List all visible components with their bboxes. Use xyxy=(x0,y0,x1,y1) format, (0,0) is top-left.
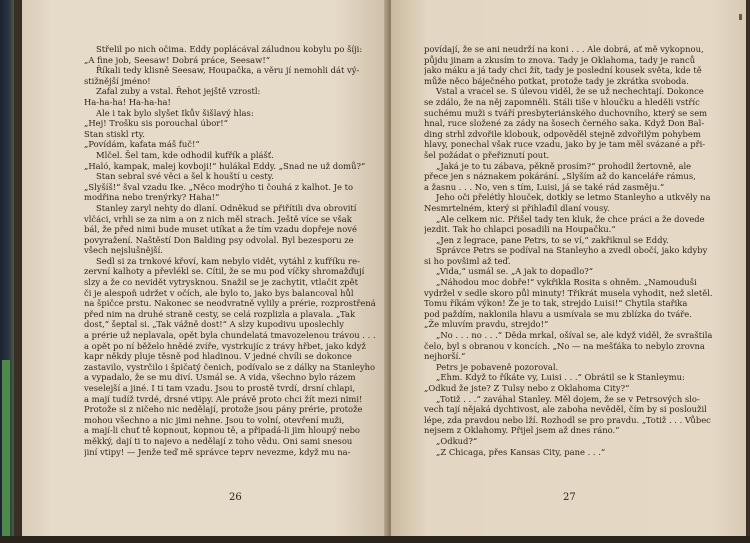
text-line: půjdu jinam a zkusím to znova. Tady je Oklahoma, tady je ranců xyxy=(424,54,696,65)
text-line: modřina nebo trenýrky? Haha!“ xyxy=(84,192,220,203)
text-line: jako máku a já tady chci žít, tady je poslední kousek světa, kde tě xyxy=(424,65,702,76)
left-page-text xyxy=(84,44,378,457)
text-line: vydržel v sedle skoro půl minuty! Třikrát musela vyhodit, než sletěl. xyxy=(424,287,713,298)
text-line: „Jaká je to tu zábava, pěkně prosím?“ prohodil žertovně, ale xyxy=(436,160,692,171)
text-line: vech tají nějaká dychtivost, ale zaboha nevěděl, čím by si posloužil xyxy=(424,404,707,415)
text-line: „Ale celkem nic. Přišel tady ten kluk, že chce práci a že dovede xyxy=(436,213,705,224)
text-line: „A fine job, Seesaw! Dobrá práce, Seesaw!“ xyxy=(84,54,270,65)
text-line: hlavy, ponechal však ruce vzadu, jako by je tam měl svázané a při- xyxy=(424,139,706,150)
text-line: „Odkud?“ xyxy=(436,435,478,446)
page-corner-mark xyxy=(739,14,742,20)
text-line: se zdálo, že na něj zapomněli. Stáli tiše v hloučku a hleděli vstříc xyxy=(424,96,700,107)
text-line: vlčáci, vrhli se za nim a on z nich měl strach. Ještě více se však xyxy=(84,213,352,224)
text-line: všech nejslušnější. xyxy=(84,245,163,256)
text-line: „Náhodou moc dobře!“ vykřikla Rosita s ohněm. „Namouduši xyxy=(436,277,697,288)
text-line: lépe, zda pravdou nebo lží. Rozhodl se pro pravdu. „Totiž . . . Vůbec xyxy=(424,414,711,425)
text-line: a opět po ní běželo hnědé zvíře, vystrkujíc z trávy hřbet, jako když xyxy=(84,340,366,351)
text-line: zastavilo, vystrčilo i špičatý čenich, podívalo se z dálky na Stanleyho xyxy=(84,361,376,372)
text-line: Stan sebral své věci a šel k houští u cesty. xyxy=(96,171,274,182)
text-line: Stan stiskl rty. xyxy=(84,128,145,139)
text-line: ding strhl zdvořile klobouk, odpověděl stejně zdvořilým pohybem xyxy=(424,128,701,139)
text-line: Správce Petrs se podíval na Stanleyho a zvedl obočí, jako kdyby xyxy=(436,245,708,256)
text-line: a prérie už neplavala, opět byla chundelatá tmavozelenou trávou . . . xyxy=(84,330,376,341)
text-line: nejsem z Oklahomy. Přijel jsem až dnes ráno.“ xyxy=(424,425,620,436)
text-line: Protože si z ničeho nic nedělají, protože jsou pány prérie, protože xyxy=(84,404,363,415)
text-line: Ha-ha-ha! Ha-ha-ha! xyxy=(84,96,171,107)
text-line: čelo, byl s obranou v koncích. „No — na mešťáka to nebylo zrovna xyxy=(424,340,705,351)
text-line: Stanley zaryl nehty do dlaní. Odněkud se přiřítili dva obrovití xyxy=(96,202,357,213)
text-line: dost,“ šeptal si. „Tak vážně dost!“ A slzy kupodivu uposlechly xyxy=(84,319,344,330)
text-line: „Slyšíš!“ šval vzadu Ike. „Něco modrýho ti čouhá z kalhot. Je to xyxy=(84,181,354,192)
text-line: a mají-li chuť tě kopnout, kopnou tě, a připadá-li jim hloupý nebo xyxy=(84,425,360,436)
text-line: bál, že před nimi bude muset utíkat a že tím vzadu dopřeje nové xyxy=(84,224,357,235)
text-line: Sedl si za trnkové křoví, kam nebylo vidět, vytáhl z kufříku re- xyxy=(96,255,360,266)
text-line: Nesmrtelném, který si přihlađil dlaní vousy. xyxy=(424,202,610,213)
text-line: stižnější jméno! xyxy=(84,75,151,86)
text-line: „Odkud že jste? Z Tulsy nebo z Oklahoma City?“ xyxy=(424,383,630,393)
text-line: slzy a že co nevidět vytrysknou. Snažil se je zachytit, vtlačit zpět xyxy=(84,277,358,288)
text-line: „Totiž . . .“ zaváhal Stanley. Měl dojem, že se v Petrsových slo- xyxy=(436,393,700,404)
text-line: si ho povšiml až teď. xyxy=(424,255,511,266)
text-line: Vstal a vracel se. S úlevou viděl, že se už nechechtají. Dokonce xyxy=(436,86,704,97)
text-line: veselejší a jiné. I ti tam vzadu. Jsou to prostě tvrdí, drsní chlapi, xyxy=(84,383,356,393)
book-spread xyxy=(14,0,750,543)
right-page-number: 27 xyxy=(563,492,576,503)
text-line: a vypadalo, že se mu diví. Usmál se. A vida, všechno bylo rázem xyxy=(84,372,356,383)
right-page-text xyxy=(424,44,724,457)
text-line: „Jen z legrace, pane Petrs, to se ví,“ zakřiknul se Eddy. xyxy=(436,234,669,245)
text-line: „Že mluvím pravdu, strejdo!“ xyxy=(424,319,549,330)
text-line: jiní vtipy! — Jenže teď mě správce teprv nevezme, když mu na- xyxy=(84,446,351,457)
text-line: jezdit. Tak ho chlapci posadili na Houpačku.“ xyxy=(424,224,616,235)
text-line: a žasnu . . . No, ven s tím, Luisi, já se také rád zasměju.“ xyxy=(424,181,665,192)
book-edge xyxy=(0,0,14,543)
text-line: na špičce prstu. Nakonec se neodvratně vylily a prérie, rozprostřená xyxy=(84,298,376,309)
text-line: povyražení. Naštěstí Don Balding psy odvolal. Byl bezesporu ze xyxy=(84,234,354,245)
text-line: Říkali tedy klisně Seesaw, Houpačka, a věru jí nemohli dát vý- xyxy=(96,65,360,76)
text-line: „Povídám, kafata máš fuč!“ xyxy=(84,139,200,150)
left-page-number: 26 xyxy=(229,492,242,503)
text-line: pod paždím, naklonila hlavu a usmívala se mu zblízka do tváře. xyxy=(424,308,692,319)
text-line: před nim na druhé straně cesty, se celá rozplizla a plavala. „Tak xyxy=(84,308,356,319)
text-line: Tomu říkám výkon! Že je to tak, strejdo Luisi!“ Chytila stařika xyxy=(424,298,688,309)
book-cover-strip xyxy=(2,360,10,543)
text-line: „Haló, kampak, malej kovboji!“ hulákal Eddy. „Snad ne už domů?“ xyxy=(84,160,366,171)
text-line: suchému muži s tváří presbyteriánského duchovního, který se sem xyxy=(424,107,708,118)
text-line: nejhorší.“ xyxy=(424,351,466,362)
text-line: „Hej! Trošku sis porouchal úbor!“ xyxy=(84,118,228,129)
text-line: zervní kalhoty a převlékl se. Cítil, že se mu pod víčky shromažďují xyxy=(84,266,365,277)
text-line: „Ehm. Když to říkáte vy, Luisi . . .“ Obrátil se k Stanleymu: xyxy=(436,372,685,383)
right-page xyxy=(391,0,746,536)
text-line: může něco báječného potkat, protože tady je zkrátka svoboda. xyxy=(424,75,689,86)
left-page xyxy=(22,0,389,536)
text-line: měkký, dají ti to najevo a nedělají z toho vědu. Oni sami snesou xyxy=(84,435,353,446)
text-line: přece jen s náznakem pokárání. „Slyším až do kanceláře rámus, xyxy=(424,171,696,182)
text-line: povídají, že se ani neudrží na koni . . . Ale dobrá, ať mě vykopnou, xyxy=(424,44,704,54)
text-line: šel požádat o přeřiznutí pout. xyxy=(424,149,550,160)
text-line: Zafal zuby a vstal. Řehot jejště vzrostl: xyxy=(96,86,261,97)
text-line: Petrs je pobaveně pozoroval. xyxy=(436,361,559,372)
text-line: „Z Chicaga, přes Kansas City, pane . . .“ xyxy=(436,446,606,457)
text-line: Ale i tak bylo slyšet Ikův šišlavý hlas: xyxy=(96,107,254,118)
text-line: „Vida,“ usmál se. „A jak to dopadlo?“ xyxy=(436,266,594,277)
text-line: hnal, ruce složené za zády na šosech černého saka. Když Don Bal- xyxy=(424,118,705,129)
table-shadow xyxy=(0,536,750,543)
text-line: mohou všechno a nic jimi nehne. Jsou to volní, otevření muži, xyxy=(84,414,345,425)
text-line: Mlčel. Šel tam, kde odhodil kufřík a plášť. xyxy=(96,149,274,160)
text-line: a mají tudíž tvrdé, drsné vtipy. Ale právě proto chci žít mezi nimi! xyxy=(84,393,363,404)
text-line: Jeho oči přelétly hlouček, dotkly se letmo Stanleyho a utkvěly na xyxy=(436,192,711,203)
text-line: či je alespoň udržet v očích, ale bylo to, jako bys balancoval hůl xyxy=(84,287,354,298)
text-line: kapr někdy pluje těsně pod hladinou. V jedné chvíli se dokonce xyxy=(84,351,352,362)
text-line: „No . . . no . . .“ Děda mrkal, ošíval se, ale když viděl, že svraštila xyxy=(436,330,713,341)
text-line: Střelil po nich očima. Eddy poplácával záludnou kobylu po šíji: xyxy=(96,44,363,54)
